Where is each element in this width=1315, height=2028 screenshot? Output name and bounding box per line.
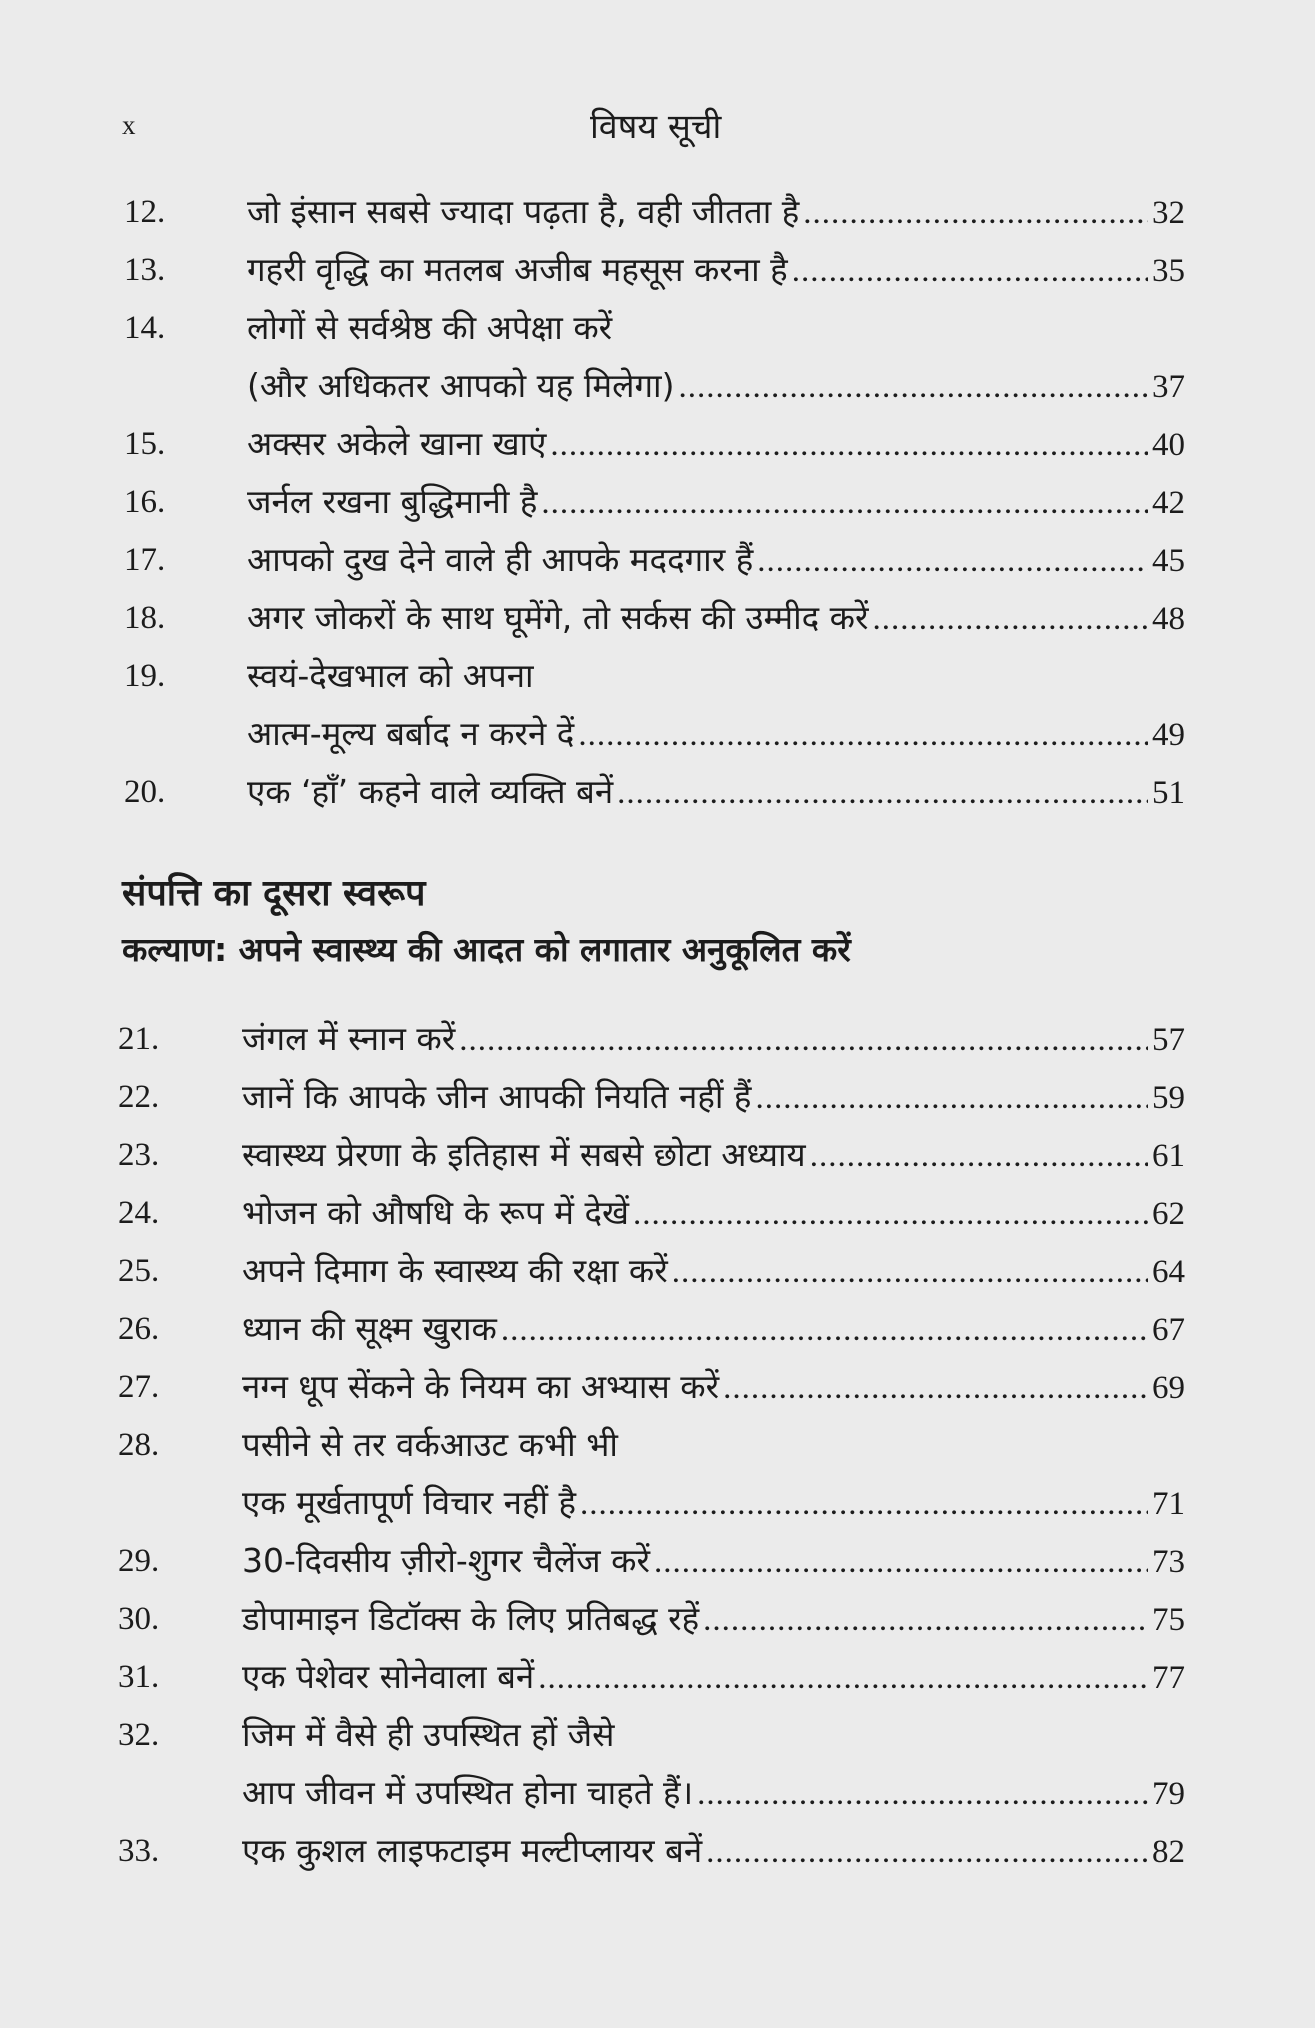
toc-entry [0,183,1315,241]
dot-leader [672,1243,1148,1301]
dot-leader [792,242,1148,300]
dot-leader [617,764,1148,822]
toc-entry-title-line: स्वयं-देखभाल को अपना [247,656,534,695]
toc-entry-page: 82 [1152,1834,1185,1870]
dot-leader [538,1649,1148,1707]
dot-leader [578,706,1148,764]
toc-entry-title: अक्सर अकेले खाना खाएं [247,424,547,463]
toc-entry-title: जो इंसान सबसे ज्यादा पढ़ता है, वही जीतता है [247,192,800,231]
toc-entry [0,1010,1315,1068]
toc-entry-title: एक ‘हाँ’ कहने वाले व्यक्ति बनें [247,772,614,811]
toc-entry-number: 12. [124,194,166,230]
toc-group-1 [0,183,1315,821]
toc-entry-number: 15. [124,426,166,462]
toc-entry-title: 30-दिवसीय ज़ीरो-शुगर चैलेंज करें [242,1541,650,1580]
toc-entry-title: आप जीवन में उपस्थित होना चाहते हैं। [242,1773,694,1812]
toc-entry-page: 77 [1152,1660,1185,1696]
toc-entry-page: 67 [1152,1312,1185,1348]
toc-entry [0,1358,1315,1416]
toc-entry [0,1416,1315,1532]
toc-entry-number: 25. [118,1253,160,1289]
toc-entry-page: 51 [1152,775,1185,811]
toc-entry-number: 18. [124,600,166,636]
toc-entry-title: एक कुशल लाइफटाइम मल्टीप्लायर बनें [242,1831,703,1870]
toc-entry-number: 30. [118,1601,160,1637]
dot-leader [697,1765,1148,1823]
toc-entry-page: 57 [1152,1022,1185,1058]
toc-entry-page: 61 [1152,1138,1185,1174]
toc-entry [0,299,1315,415]
toc-entry-title: स्वास्थ्य प्रेरणा के इतिहास में सबसे छोटा अध्याय [242,1135,806,1174]
toc-entry-page: 35 [1152,253,1185,289]
toc-entry [0,1822,1315,1880]
dot-leader [633,1185,1148,1243]
toc-entry-number: 26. [118,1311,160,1347]
toc-entry-number: 20. [124,774,166,810]
dot-leader [678,358,1148,416]
toc-entry [0,1184,1315,1242]
toc-entry [0,1126,1315,1184]
toc-entry-title: आत्म-मूल्य बर्बाद न करने दें [247,714,575,753]
toc-entry [0,589,1315,647]
toc-entry [0,647,1315,763]
toc-entry [0,1242,1315,1300]
toc-entry-number: 14. [124,310,166,346]
toc-entry-title: जंगल में स्नान करें [242,1019,456,1058]
toc-entry-title: आपको दुख देने वाले ही आपके मददगार हैं [247,540,754,579]
toc-entry-page: 42 [1152,485,1185,521]
toc-entry-number: 28. [118,1427,160,1463]
dot-leader [703,1591,1148,1649]
toc-entry [0,1300,1315,1358]
toc-entry-title: जर्नल रखना बुद्धिमानी है [247,482,538,521]
toc-entry [0,531,1315,589]
toc-entry-number: 31. [118,1659,160,1695]
toc-entry-title: जानें कि आपके जीन आपकी नियति नहीं हैं [242,1077,752,1116]
toc-entry-number: 22. [118,1079,160,1115]
toc-group-2 [0,1010,1315,1880]
toc-entry [0,1590,1315,1648]
toc-entry [0,415,1315,473]
section-subtitle: कल्याण: अपने स्वास्थ्य की आदत को लगातार अनुकूलित करें [122,930,851,969]
toc-entry-number: 29. [118,1543,160,1579]
toc-entry-number: 19. [124,658,166,694]
dot-leader [803,184,1148,242]
toc-entry [0,1532,1315,1590]
toc-entry-page: 48 [1152,601,1185,637]
toc-entry-title: (और अधिकतर आपको यह मिलेगा) [247,366,675,405]
page-title: विषय सूची [590,107,722,147]
dot-leader [757,532,1148,590]
toc-entry-number: 33. [118,1833,160,1869]
toc-entry-page: 73 [1152,1544,1185,1580]
toc-entry-page: 75 [1152,1602,1185,1638]
dot-leader [541,474,1148,532]
toc-entry-title-line: जिम में वैसे ही उपस्थित हों जैसे [242,1715,615,1754]
toc-entry-title: डोपामाइन डिटॉक्स के लिए प्रतिबद्ध रहें [242,1599,700,1638]
dot-leader [550,416,1148,474]
dot-leader [501,1301,1148,1359]
toc-entry [0,763,1315,821]
page-number: x [122,110,136,140]
dot-leader [723,1359,1148,1417]
toc-entry-page: 40 [1152,427,1185,463]
dot-leader [706,1823,1148,1881]
toc-entry-page: 79 [1152,1776,1185,1812]
toc-entry-title: गहरी वृद्धि का मतलब अजीब महसूस करना है [247,250,788,289]
toc-entry-page: 49 [1152,717,1185,753]
dot-leader [580,1475,1148,1533]
dot-leader [873,590,1148,648]
toc-entry-number: 21. [118,1021,160,1057]
toc-entry-page: 62 [1152,1196,1185,1232]
toc-entry [0,241,1315,299]
toc-entry-title: एक पेशेवर सोनेवाला बनें [242,1657,535,1696]
toc-entry-page: 45 [1152,543,1185,579]
dot-leader [654,1533,1148,1591]
toc-entry-number: 32. [118,1717,160,1753]
toc-entry-number: 16. [124,484,166,520]
page-header [0,100,1315,150]
toc-entry-title-line: लोगों से सर्वश्रेष्ठ की अपेक्षा करें [247,308,613,347]
toc-entry [0,1706,1315,1822]
toc-entry-page: 32 [1152,195,1185,231]
toc-entry-number: 23. [118,1137,160,1173]
toc-entry-number: 24. [118,1195,160,1231]
toc-entry-page: 69 [1152,1370,1185,1406]
toc-entry-title: अगर जोकरों के साथ घूमेंगे, तो सर्कस की उम्मीद करें [247,598,869,637]
toc-entry-title: नग्न धूप सेंकने के नियम का अभ्यास करें [242,1367,720,1406]
toc-entry-title-line: पसीने से तर वर्कआउट कभी भी [242,1425,618,1464]
toc-entry-number: 17. [124,542,166,578]
toc-entry-number: 27. [118,1369,160,1405]
dot-leader [459,1011,1148,1069]
toc-entry-title: भोजन को औषधि के रूप में देखें [242,1193,630,1232]
section-title: संपत्ति का दूसरा स्वरूप [122,873,426,914]
toc-entry-page: 37 [1152,369,1185,405]
section-heading [122,866,851,978]
toc-entry-title: एक मूर्खतापूर्ण विचार नहीं है [242,1483,577,1522]
toc-entry-page: 71 [1152,1486,1185,1522]
toc-entry-number: 13. [124,252,166,288]
toc-entry-title: अपने दिमाग के स्वास्थ्य की रक्षा करें [242,1251,668,1290]
toc-entry [0,1648,1315,1706]
toc-entry [0,1068,1315,1126]
toc-entry-title: ध्यान की सूक्ष्म खुराक [242,1309,497,1348]
toc-entry-page: 64 [1152,1254,1185,1290]
toc-entry-page: 59 [1152,1080,1185,1116]
toc-entry [0,473,1315,531]
dot-leader [810,1127,1148,1185]
dot-leader [755,1069,1148,1127]
